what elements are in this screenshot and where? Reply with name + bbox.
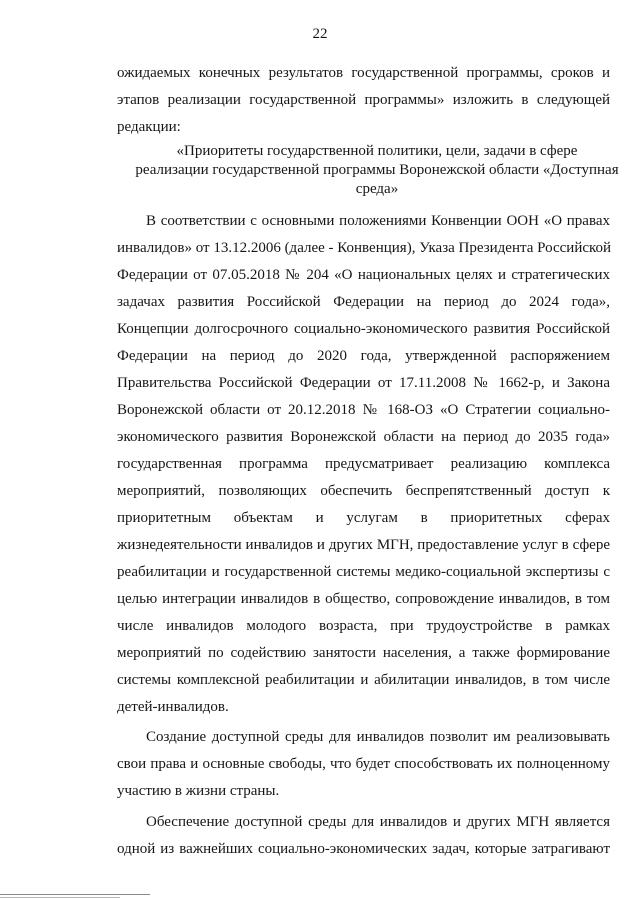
text-line: Обеспечение доступной среды для инвалидов и других МГН является [146, 814, 610, 830]
text-line: Концепции долгосрочного социально-экономического развития Российской [117, 321, 610, 337]
text-line: мероприятий, позволяющих обеспечить беспрепятственный доступ к [117, 483, 610, 499]
text-line: целью интеграции инвалидов в общество, сопровождение инвалидов, в том [117, 591, 610, 607]
page-number: 22 [312, 26, 328, 42]
text-line: В соответствии с основными положениями Конвенции ООН «О правах [146, 213, 610, 229]
section-heading-line: среда» [355, 181, 399, 197]
text-line: Федерации от 07.05.2018 № 204 «О национальных целях и стратегических [117, 267, 610, 283]
text-line: участию в жизни страны. [117, 783, 280, 799]
text-line: Федерации на период до 2020 года, утвержденной распоряжением [117, 348, 610, 364]
text-line: ожидаемых конечных результатов государственной программы, сроков и [117, 65, 610, 81]
text-line: одной из важнейших социально-экономических задач, которые затрагивают [117, 841, 610, 857]
text-line: свои права и основные свободы, что будет способствовать их полноценному [117, 756, 610, 772]
text-line: редакции: [117, 119, 181, 135]
text-line: Правительства Российской Федерации от 17.11.2008 № 1662-р, и Закона [117, 375, 610, 391]
text-line: детей-инвалидов. [117, 699, 229, 715]
text-line: экономического развития Воронежской области на период до 2035 года» [117, 429, 610, 445]
text-line: мероприятий по содействию занятости населения, а также формирование [117, 645, 610, 661]
text-line: этапов реализации государственной программы» изложить в следующей [117, 92, 610, 108]
section-heading-line: «Приоритеты государственной политики, цели, задачи в сфере [176, 143, 578, 159]
text-line: жизнедеятельности инвалидов и других МГН, предоставление услуг в сфере [117, 537, 610, 553]
text-line: реабилитации и государственной системы медико-социальной экспертизы с [117, 564, 610, 580]
text-line: Воронежской области от 20.12.2018 № 168-ОЗ «О Стратегии социально- [117, 402, 610, 418]
text-line: задачах развития Российской Федерации на период до 2024 года», [117, 294, 610, 310]
text-line: государственная программа предусматривает реализацию комплекса [117, 456, 610, 472]
text-line: Создание доступной среды для инвалидов позволит им реализовывать [146, 729, 610, 745]
scan-edge-mark [0, 894, 150, 895]
section-heading-line: реализации государственной программы Воронежской области «Доступная [135, 162, 619, 178]
scan-edge-mark [0, 897, 120, 898]
text-line: системы комплексной реабилитации и абилитации инвалидов, в том числе [117, 672, 610, 688]
text-line: инвалидов» от 13.12.2006 (далее - Конвенция), Указа Президента Российской [117, 240, 612, 256]
text-line: приоритетным объектам и услугам в приоритетных сферах [117, 510, 610, 526]
text-line: числе инвалидов молодого возраста, при трудоустройстве в рамках [117, 618, 610, 634]
